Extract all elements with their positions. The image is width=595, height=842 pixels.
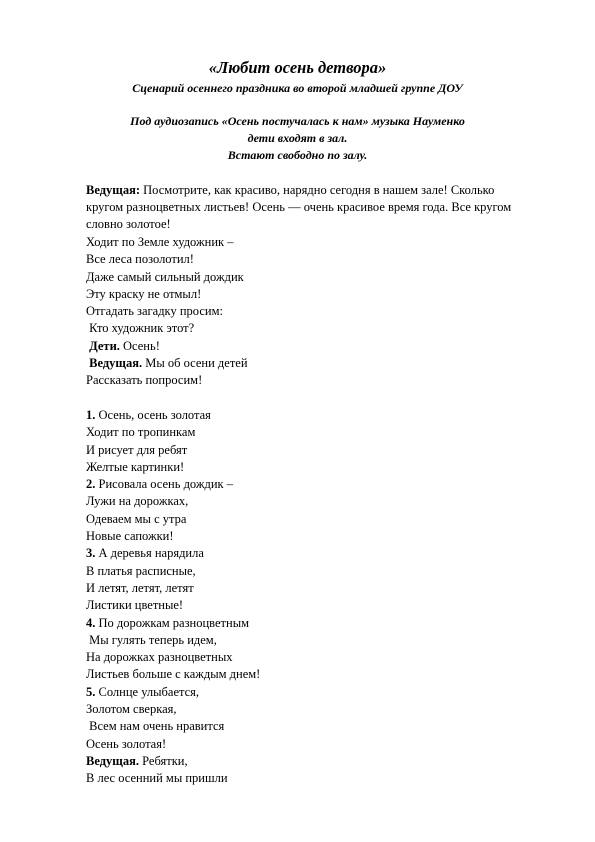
verse-line: Лужи на дорожках,: [86, 494, 189, 509]
text-line: Дети. Осень!: [86, 338, 160, 353]
verse-line: На дорожках разноцветных: [86, 650, 233, 665]
verse-line: 4. По дорожкам разноцветным: [86, 615, 250, 630]
verse-line: Золотом сверкая,: [86, 702, 177, 717]
intro-speaker: Ведущая:: [86, 183, 141, 197]
verse-line: Ведущая. Ребятки,: [86, 753, 188, 768]
verse-line: И летят, летят, летят: [86, 580, 194, 595]
blank-line: [86, 390, 526, 407]
document-subtitle: Сценарий осеннего праздника во второй младшей группе ДОУ: [132, 81, 463, 95]
stage-direction-3: Встают свободно по залу.: [227, 148, 368, 162]
verse-line: 2. Рисовала осень дождик –: [86, 477, 234, 492]
verse-line: В платья расписные,: [86, 563, 196, 578]
verse-line: Одеваем мы с утра: [86, 511, 187, 526]
poem-lines: [86, 234, 526, 788]
text-line: Ведущая. Мы об осени детей: [86, 356, 248, 371]
verse-line: В лес осенний мы пришли: [86, 771, 228, 786]
verse-line: Осень золотая!: [86, 736, 167, 751]
verse-line: Мы гулять теперь идем,: [86, 632, 217, 647]
verse-line: Ходит по тропинкам: [86, 425, 196, 440]
verse-line: 5. Солнце улыбается,: [86, 684, 200, 699]
verse-line: Всем нам очень нравится: [86, 719, 225, 734]
text-line: Ходит по Земле художник –: [86, 235, 234, 249]
intro-text: Посмотрите, как красиво, нарядно сегодня в нашем зале! Сколько кругом разноцветных листьев! Осень — очень красивое время года. Все кругом словно золотое!: [86, 183, 512, 231]
text-line: Все леса позолотил!: [86, 252, 194, 267]
verse-line: Листьев больше с каждым днем!: [86, 667, 261, 682]
text-line: Рассказать попросим!: [86, 373, 203, 388]
verse-line: Новые сапожки!: [86, 529, 174, 544]
text-line: Эту краску не отмыл!: [86, 286, 202, 301]
verse-line: Желтые картинки!: [86, 459, 185, 474]
verse-line: Листики цветные!: [86, 598, 184, 613]
text-line: Кто художник этот?: [86, 321, 195, 336]
verse-line: 1. Осень, осень золотая: [86, 407, 211, 422]
verse-line: 3. А деревья нарядила: [86, 546, 204, 561]
verse-line: И рисует для ребят: [86, 442, 188, 457]
text-line: Даже самый сильный дождик: [86, 269, 244, 284]
stage-direction-1: Под аудиозапись «Осень постучалась к нам» музыка Науменко: [130, 114, 465, 128]
intro-paragraph: [86, 182, 521, 233]
text-line: Отгадать загадку просим:: [86, 304, 223, 319]
stage-direction-2: дети входят в зал.: [247, 131, 348, 145]
document-title: «Любит осень детвора»: [208, 58, 387, 77]
